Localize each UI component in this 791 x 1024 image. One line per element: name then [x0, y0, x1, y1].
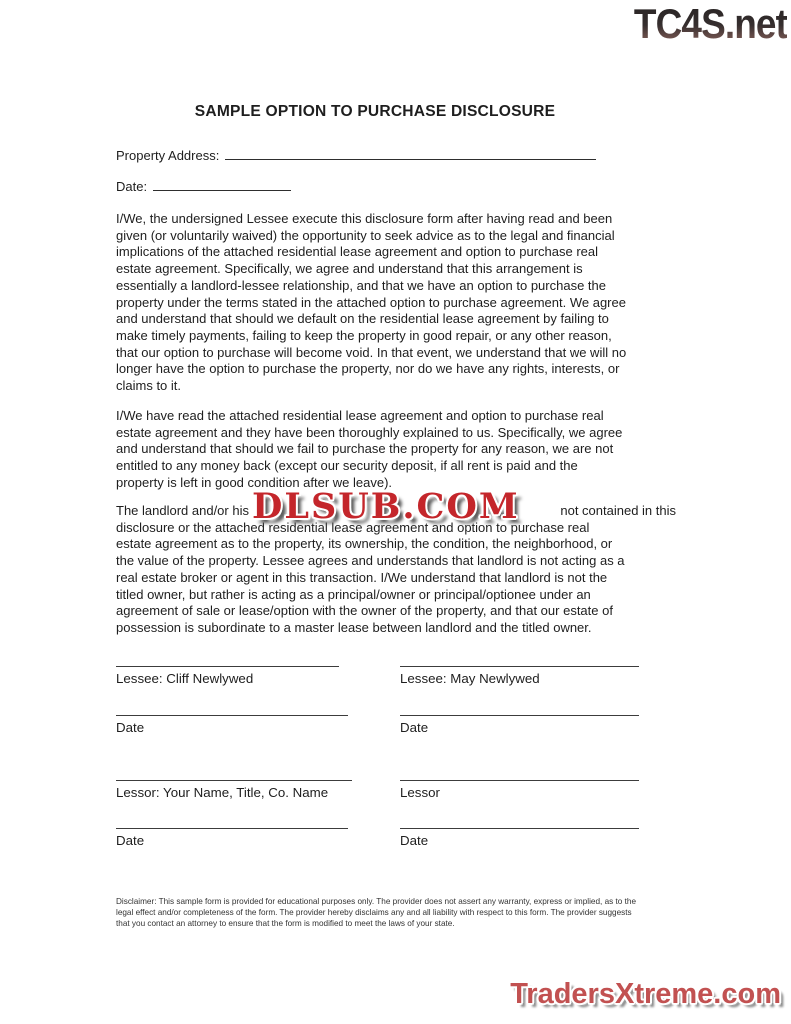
text-line: property is left in good condition after we leave).: [116, 474, 393, 490]
text-line: estate agreement. Specifically, we agree and understand that this arrangement is: [116, 261, 583, 277]
text-fragment-end: not contained in this: [560, 503, 676, 518]
text-line: disclosure or the attached residential lease agreement and option to purchase real: [116, 519, 590, 535]
paragraph-lessee-acknowledgment: [116, 211, 676, 395]
property-address-label: Property Address:: [116, 148, 220, 163]
text-line: make timely payments, failing to keep the property in good repair, or any other reason,: [116, 327, 612, 343]
property-address-blank-line: [225, 146, 596, 160]
date-line-lessor-left: Date: [116, 828, 348, 848]
date-label: Date:: [116, 179, 148, 194]
text-line: that you contact an attorney to ensure that the form is modified to meet the laws of your state.: [116, 919, 455, 929]
property-address-field: [116, 146, 596, 163]
signature-line-lessor: Lessor: [400, 780, 639, 800]
date-line-lessee-may: Date: [400, 715, 639, 735]
signature-line-lessee-may: Lessee: May Newlywed: [400, 666, 639, 686]
text-line: implications of the attached residential lease agreement and option to purchase real: [116, 244, 599, 260]
text-line: given (or voluntarily waived) the opportunity to seek advice as to the legal and financial: [116, 227, 615, 243]
tradersxtreme-logo: TradersXtreme.com: [510, 978, 781, 1010]
tc4s-logo: TC4S.net: [633, 0, 787, 47]
text-line: and understand that should we default on the residential lease agreement by failing to: [116, 311, 609, 327]
text-line: titled owner, but rather is acting as a principal/owner or principal/optionee under an: [116, 586, 591, 602]
paragraph-refund-terms: [116, 408, 676, 492]
text-line: the value of the property. Lessee agrees and understands that landlord is not acting as a: [116, 553, 625, 569]
date-blank-line: [153, 177, 291, 191]
date-line-lessee-cliff: Date: [116, 715, 348, 735]
text-line: entitled to any money back (except our security deposit, if all rent is paid and the: [116, 458, 578, 474]
date-line-lessor-right: Date: [400, 828, 639, 848]
text-line: legal effect and/or completeness of the form. The provider hereby disclaims any and all liability with respect to this form. The provider suggests: [116, 908, 632, 918]
text-line: claims to it.: [116, 378, 182, 394]
signature-line-lessee-cliff: Lessee: Cliff Newlywed: [116, 666, 339, 686]
text-line: real estate broker or agent in this transaction. I/We understand that landlord is not the: [116, 569, 608, 585]
text-line: essentially a landlord-lessee relationship, and that we have an option to purchase the: [116, 277, 606, 293]
text-line: that our option to purchase will become void. In that event, we understand that we will no: [116, 344, 627, 360]
text-line: estate agreement and they have been thoroughly explained to us. Specifically, we agree: [116, 424, 623, 440]
text-line: property under the terms stated in the attached option to purchase agreement. We agree: [116, 294, 626, 310]
text-line: I/We, the undersigned Lessee execute this disclosure form after having read and been: [116, 211, 613, 226]
dlsub-watermark: DLSUB.COM: [252, 486, 520, 527]
text-line: estate agreement as to the property, its ownership, the condition, the neighborhood, or: [116, 536, 613, 552]
page-title: SAMPLE OPTION TO PURCHASE DISCLOSURE: [194, 103, 556, 120]
text-line: agreement of sale or lease/option with the owner of the property, and that our estate of: [116, 603, 613, 619]
text-line: Disclaimer: This sample form is provided for educational purposes only. The provider does not assert any warranty, express or implied, as to the: [116, 897, 636, 906]
disclaimer-text: [116, 896, 701, 930]
date-field: [116, 177, 291, 194]
signature-line-lessor-name: Lessor: Your Name, Title, Co. Name: [116, 780, 352, 800]
text-line: and understand that should we fail to purchase the property for any reason, we are not: [116, 441, 614, 457]
text-line: I/We have read the attached residential lease agreement and option to purchase real: [116, 408, 604, 423]
paragraph-continuation: [116, 520, 676, 637]
text-line: possession is subordinate to a master lease between landlord and the titled owner.: [116, 619, 592, 635]
text-line: longer have the option to purchase the property, nor do we have any rights, interests, or: [116, 361, 620, 377]
text-fragment-start: The landlord and/or his: [116, 503, 249, 518]
